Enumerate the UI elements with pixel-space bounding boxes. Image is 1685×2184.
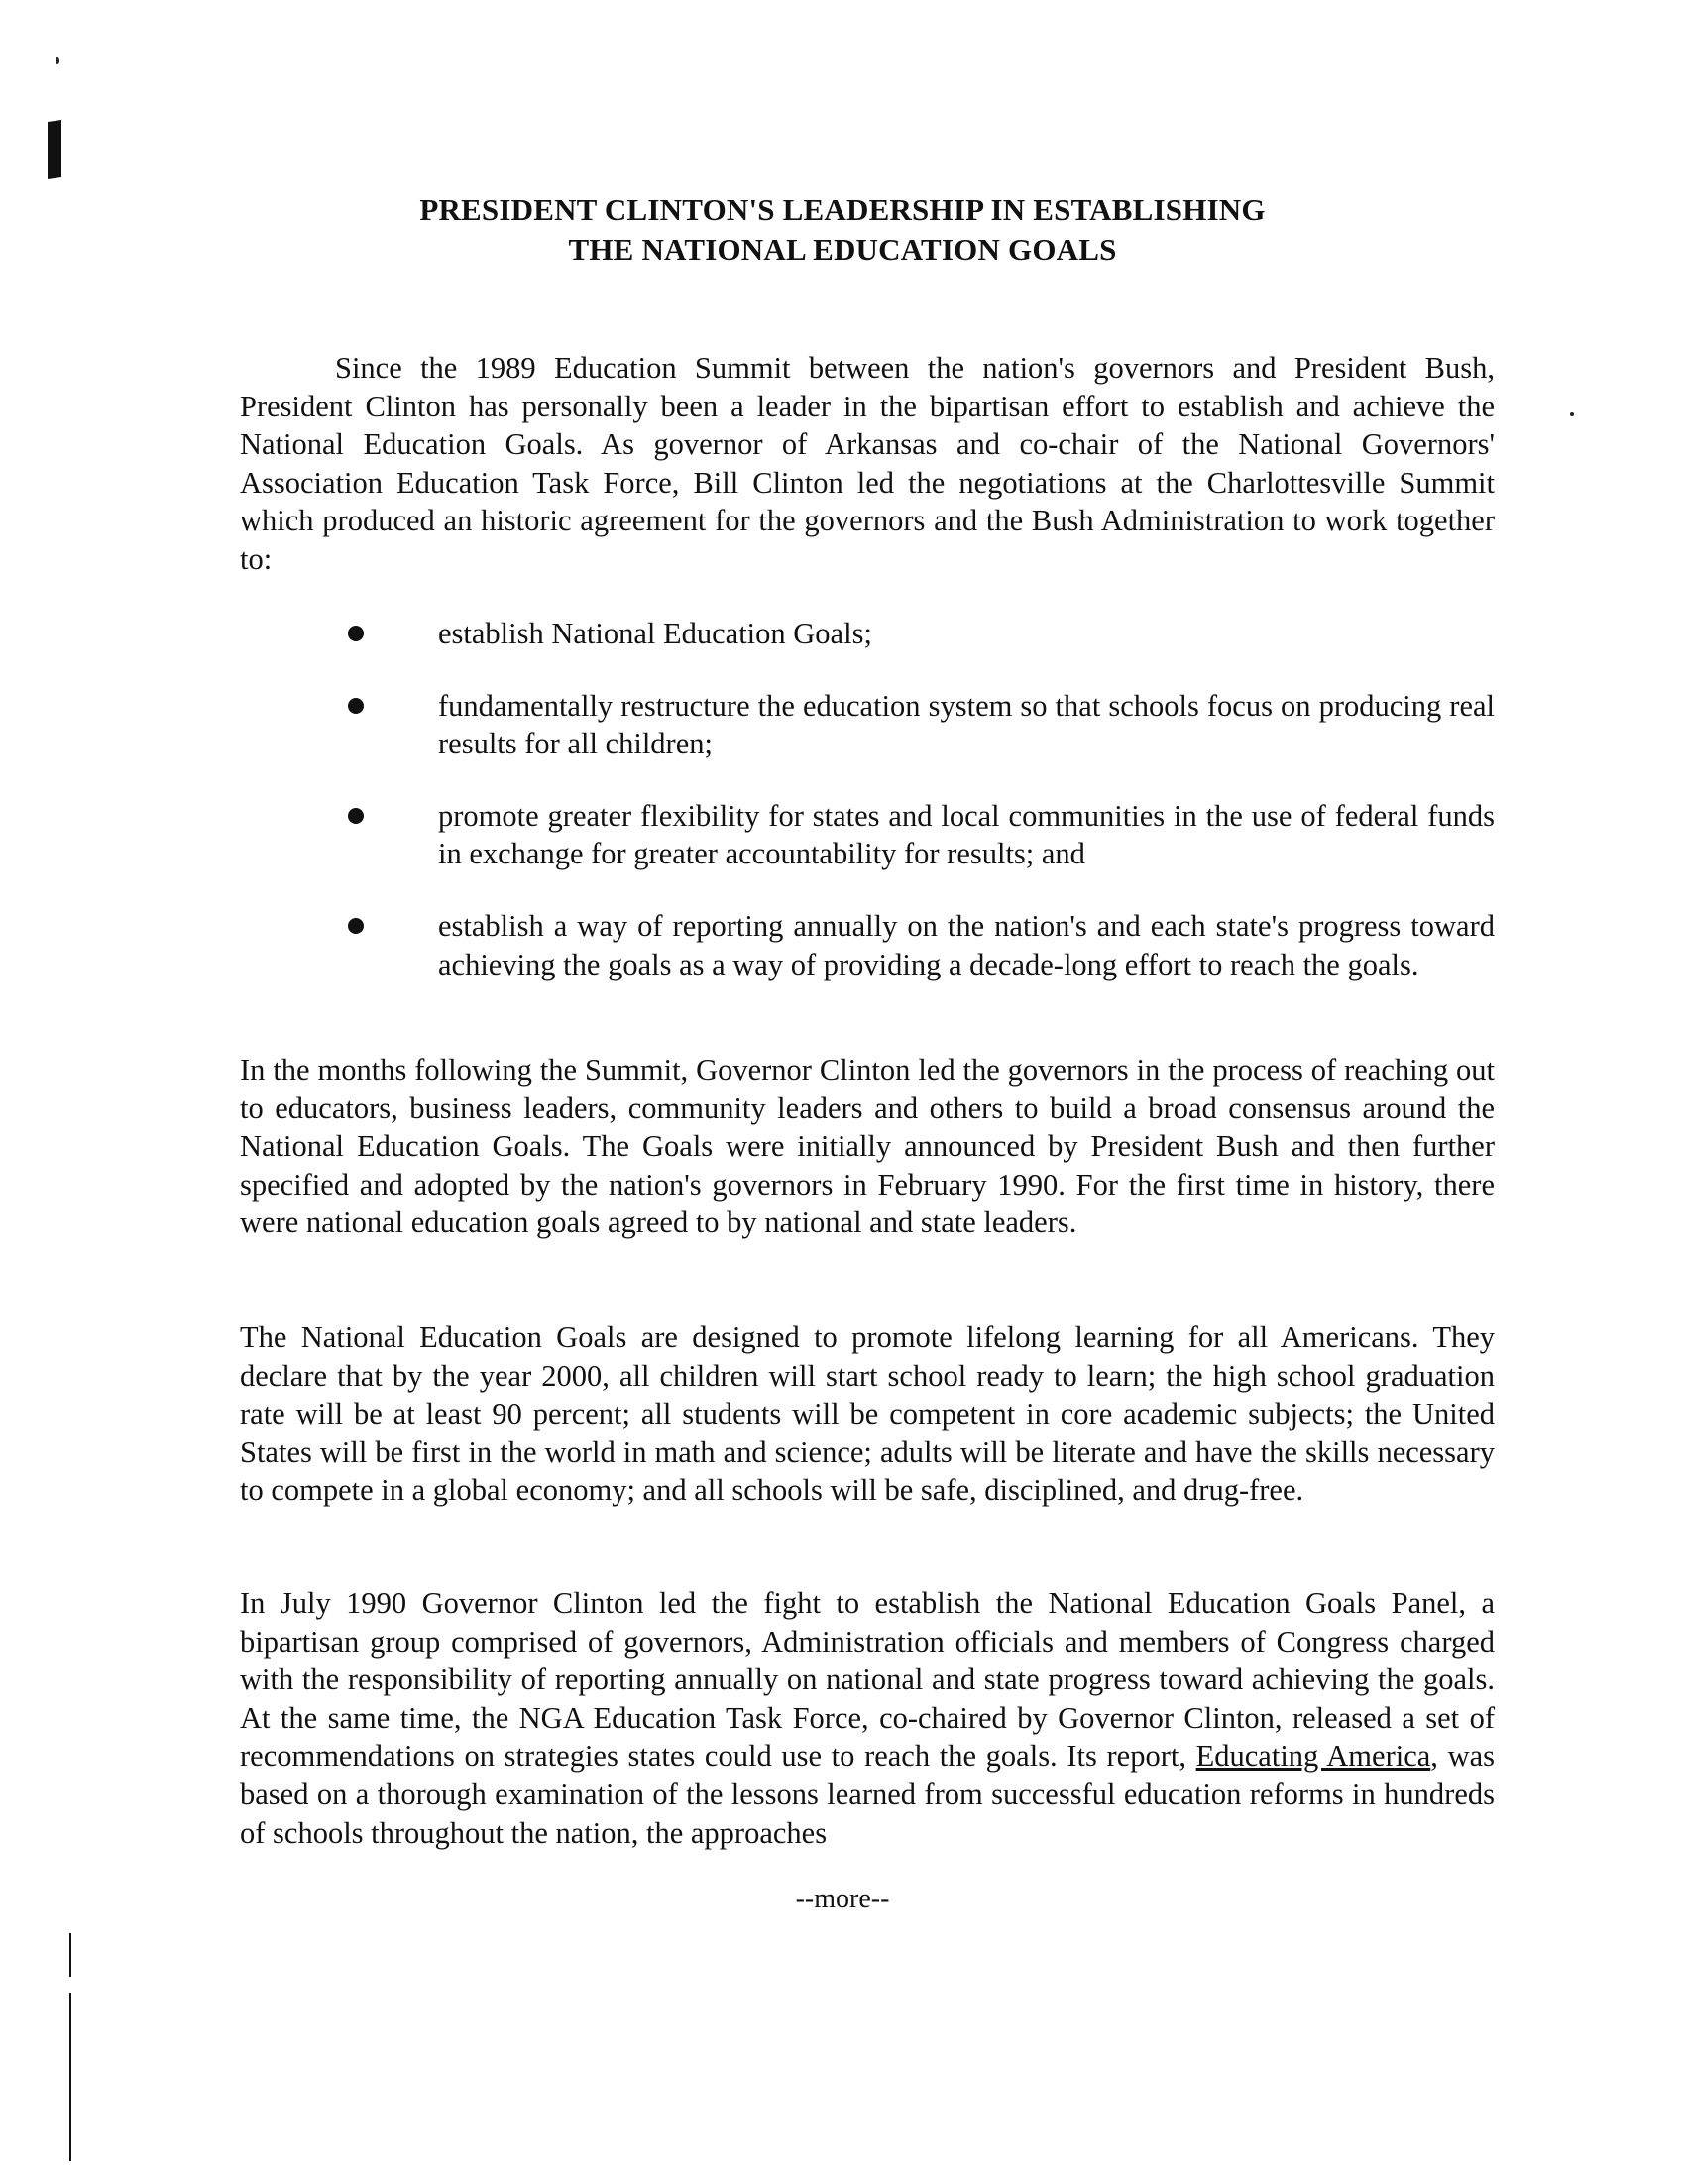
scan-speck (56, 57, 59, 64)
panel-text-start: In July 1990 Governor Clinton led the fight to establish the National Education Goals Panel, a bipartisan group comprised of governors, Administration officials and members of Congress charged with the responsibility of reporting annually on national and state progress toward achieving the goals. At the same time, the NGA Education Task Force, co-chaired by Governor Clinton, released a set of recommendations on strategies states could use to reach the goals. Its report, (240, 1586, 1495, 1774)
list-item (240, 797, 1495, 873)
bullet-icon (348, 918, 364, 934)
bullet-text: establish National Education Goals; (438, 617, 872, 650)
scan-speck (1570, 412, 1574, 416)
page-title (0, 190, 1685, 270)
scan-line (69, 1933, 71, 1977)
goals-paragraph: The National Education Goals are designed to promote lifelong learning for all Americans. They declare that by the year 2000, all children will start school ready to learn; the high school graduation rate will be at least 90 percent; all students will be competent in core academic subjects; the United States will be first in the world in math and science; adults will be literate and have the skills necessary to compete in a global economy; and all schools will be safe, disciplined, and drug-free. (240, 1321, 1495, 1508)
panel-text-end: , was based on a thorough examination of the lessons learned from successful education reforms in hundreds of schools throughout the nation, the approaches (240, 1739, 1496, 1850)
scan-line (69, 1993, 71, 2161)
title-line-1: PRESIDENT CLINTON'S LEADERSHIP IN ESTABLISHING (419, 192, 1266, 227)
list-item (240, 615, 1495, 653)
bullet-text: establish a way of reporting annually on the nation's and each state's progress toward achieving the goals as a way of providing a decade-long effort to reach the goals. (438, 908, 1495, 981)
bullet-text: fundamentally restructure the education system so that schools focus on producing real results for all children; (438, 688, 1495, 761)
report-title: Educating America (1195, 1739, 1431, 1774)
goals-bullet-list (240, 615, 1495, 983)
title-line-2: THE NATIONAL EDUCATION GOALS (568, 232, 1117, 267)
list-item (240, 687, 1495, 763)
intro-paragraph: Since the 1989 Education Summit between the nation's governors and President Bush, President Clinton has personally been a leader in the bipartisan effort to establish and achieve the National Education Goals. As governor of Arkansas and co-chair of the National Governors' Association Education Task Force, Bill Clinton led the negotiations at the Charlottesville Summit which produced an historic agreement for the governors and the Bush Administration to work together to: (240, 351, 1495, 576)
continuation-marker: --more-- (795, 1884, 890, 1914)
list-item (240, 907, 1495, 983)
bullet-icon (348, 698, 364, 714)
scan-mark (48, 120, 61, 179)
bullet-icon (348, 808, 364, 824)
bullet-icon (348, 626, 364, 641)
summit-paragraph: In the months following the Summit, Governor Clinton led the governors in the process of reaching out to educators, business leaders, community leaders and others to build a broad consensus around the National Education Goals. The Goals were initially announced by President Bush and then further specified and adopted by the nation's governors in February 1990. For the first time in history, there were national education goals agreed to by national and state leaders. (240, 1053, 1495, 1240)
panel-paragraph (240, 1584, 1495, 1852)
bullet-text: promote greater flexibility for states and local communities in the use of federal funds in exchange for greater accountability for results; and (438, 798, 1495, 871)
